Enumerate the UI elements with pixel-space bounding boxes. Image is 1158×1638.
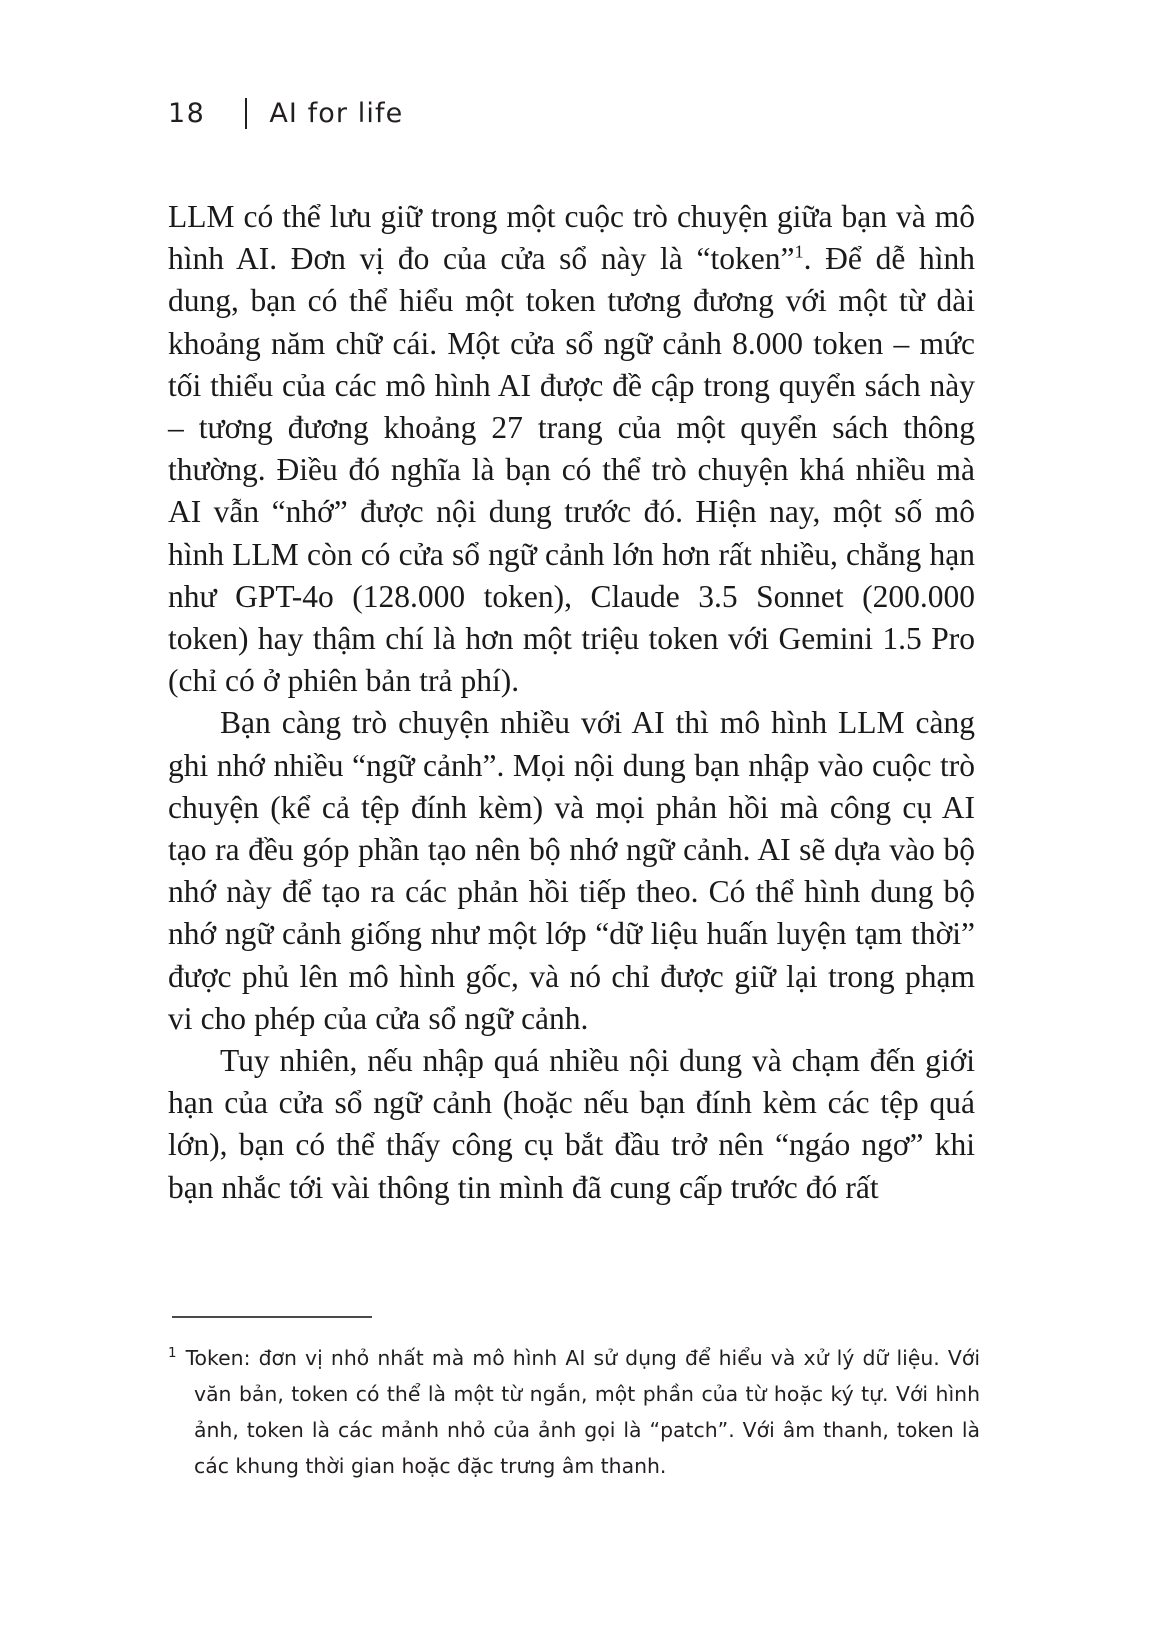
paragraph-1-part-a: LLM có thể lưu giữ trong một cuộc trò chuyện giữa bạn và mô hình AI. Đơn vị đo của cửa sổ này là “token” (168, 199, 975, 277)
head-divider-rule (245, 98, 247, 129)
paragraph-1 (168, 196, 975, 702)
footnote-area (168, 1316, 980, 1484)
book-title: AI for life (269, 97, 404, 129)
footnote-1 (168, 1340, 980, 1484)
footnote-reference-1[interactable]: 1 (794, 241, 804, 262)
footnote-separator-rule (172, 1316, 372, 1318)
page-number: 18 (168, 97, 206, 129)
running-head (168, 92, 403, 134)
paragraph-1-part-b: . Để dễ hình dung, bạn có thể hiểu một token tương đương với một từ dài khoảng năm chữ cái. Một cửa sổ ngữ cảnh 8.000 token – mức tối thiểu của các mô hình AI được đề cập trong quyển sách này – tương đương khoảng 27 trang của một quyển sách thông thường. Điều đó nghĩa là bạn có thể trò chuyện khá nhiều mà AI vẫn “nhớ” được nội dung trước đó. Hiện nay, một số mô hình LLM còn có cửa sổ ngữ cảnh lớn hơn rất nhiều, chẳng hạn như GPT-4o (128.000 token), Claude 3.5 Sonnet (200.000 token) hay thậm chí là hơn một triệu token với Gemini 1.5 Pro (chỉ có ở phiên bản trả phí). (168, 241, 976, 699)
paragraph-2: Bạn càng trò chuyện nhiều với AI thì mô hình LLM càng ghi nhớ nhiều “ngữ cảnh”. Mọi nội dung bạn nhập vào cuộc trò chuyện (kể cả tệp đính kèm) và mọi phản hồi mà công cụ AI tạo ra đều góp phần tạo nên bộ nhớ ngữ cảnh. AI sẽ dựa vào bộ nhớ này để tạo ra các phản hồi tiếp theo. Có thể hình dung bộ nhớ ngữ cảnh giống như một lớp “dữ liệu huấn luyện tạm thời” được phủ lên mô hình gốc, và nó chỉ được giữ lại trong phạm vi cho phép của cửa sổ ngữ cảnh. (168, 705, 975, 1036)
paragraph-3: Tuy nhiên, nếu nhập quá nhiều nội dung và chạm đến giới hạn của cửa sổ ngữ cảnh (hoặc nếu bạn đính kèm các tệp quá lớn), bạn có thể thấy công cụ bắt đầu trở nên “ngáo ngơ” khi bạn nhắc tới vài thông tin mình đã cung cấp trước đó rất (168, 1043, 975, 1205)
footnote-number: 1 (168, 1346, 177, 1362)
footnote-text: Token: đơn vị nhỏ nhất mà mô hình AI sử dụng để hiểu và xử lý dữ liệu. Với văn bản, token có thể là một từ ngắn, một phần của từ hoặc ký tự. Với hình ảnh, token là các mảnh nhỏ của ảnh gọi là “patch”. Với âm thanh, token là các khung thời gian hoặc đặc trưng âm thanh. (185, 1346, 980, 1478)
body-text-block (168, 196, 975, 1209)
